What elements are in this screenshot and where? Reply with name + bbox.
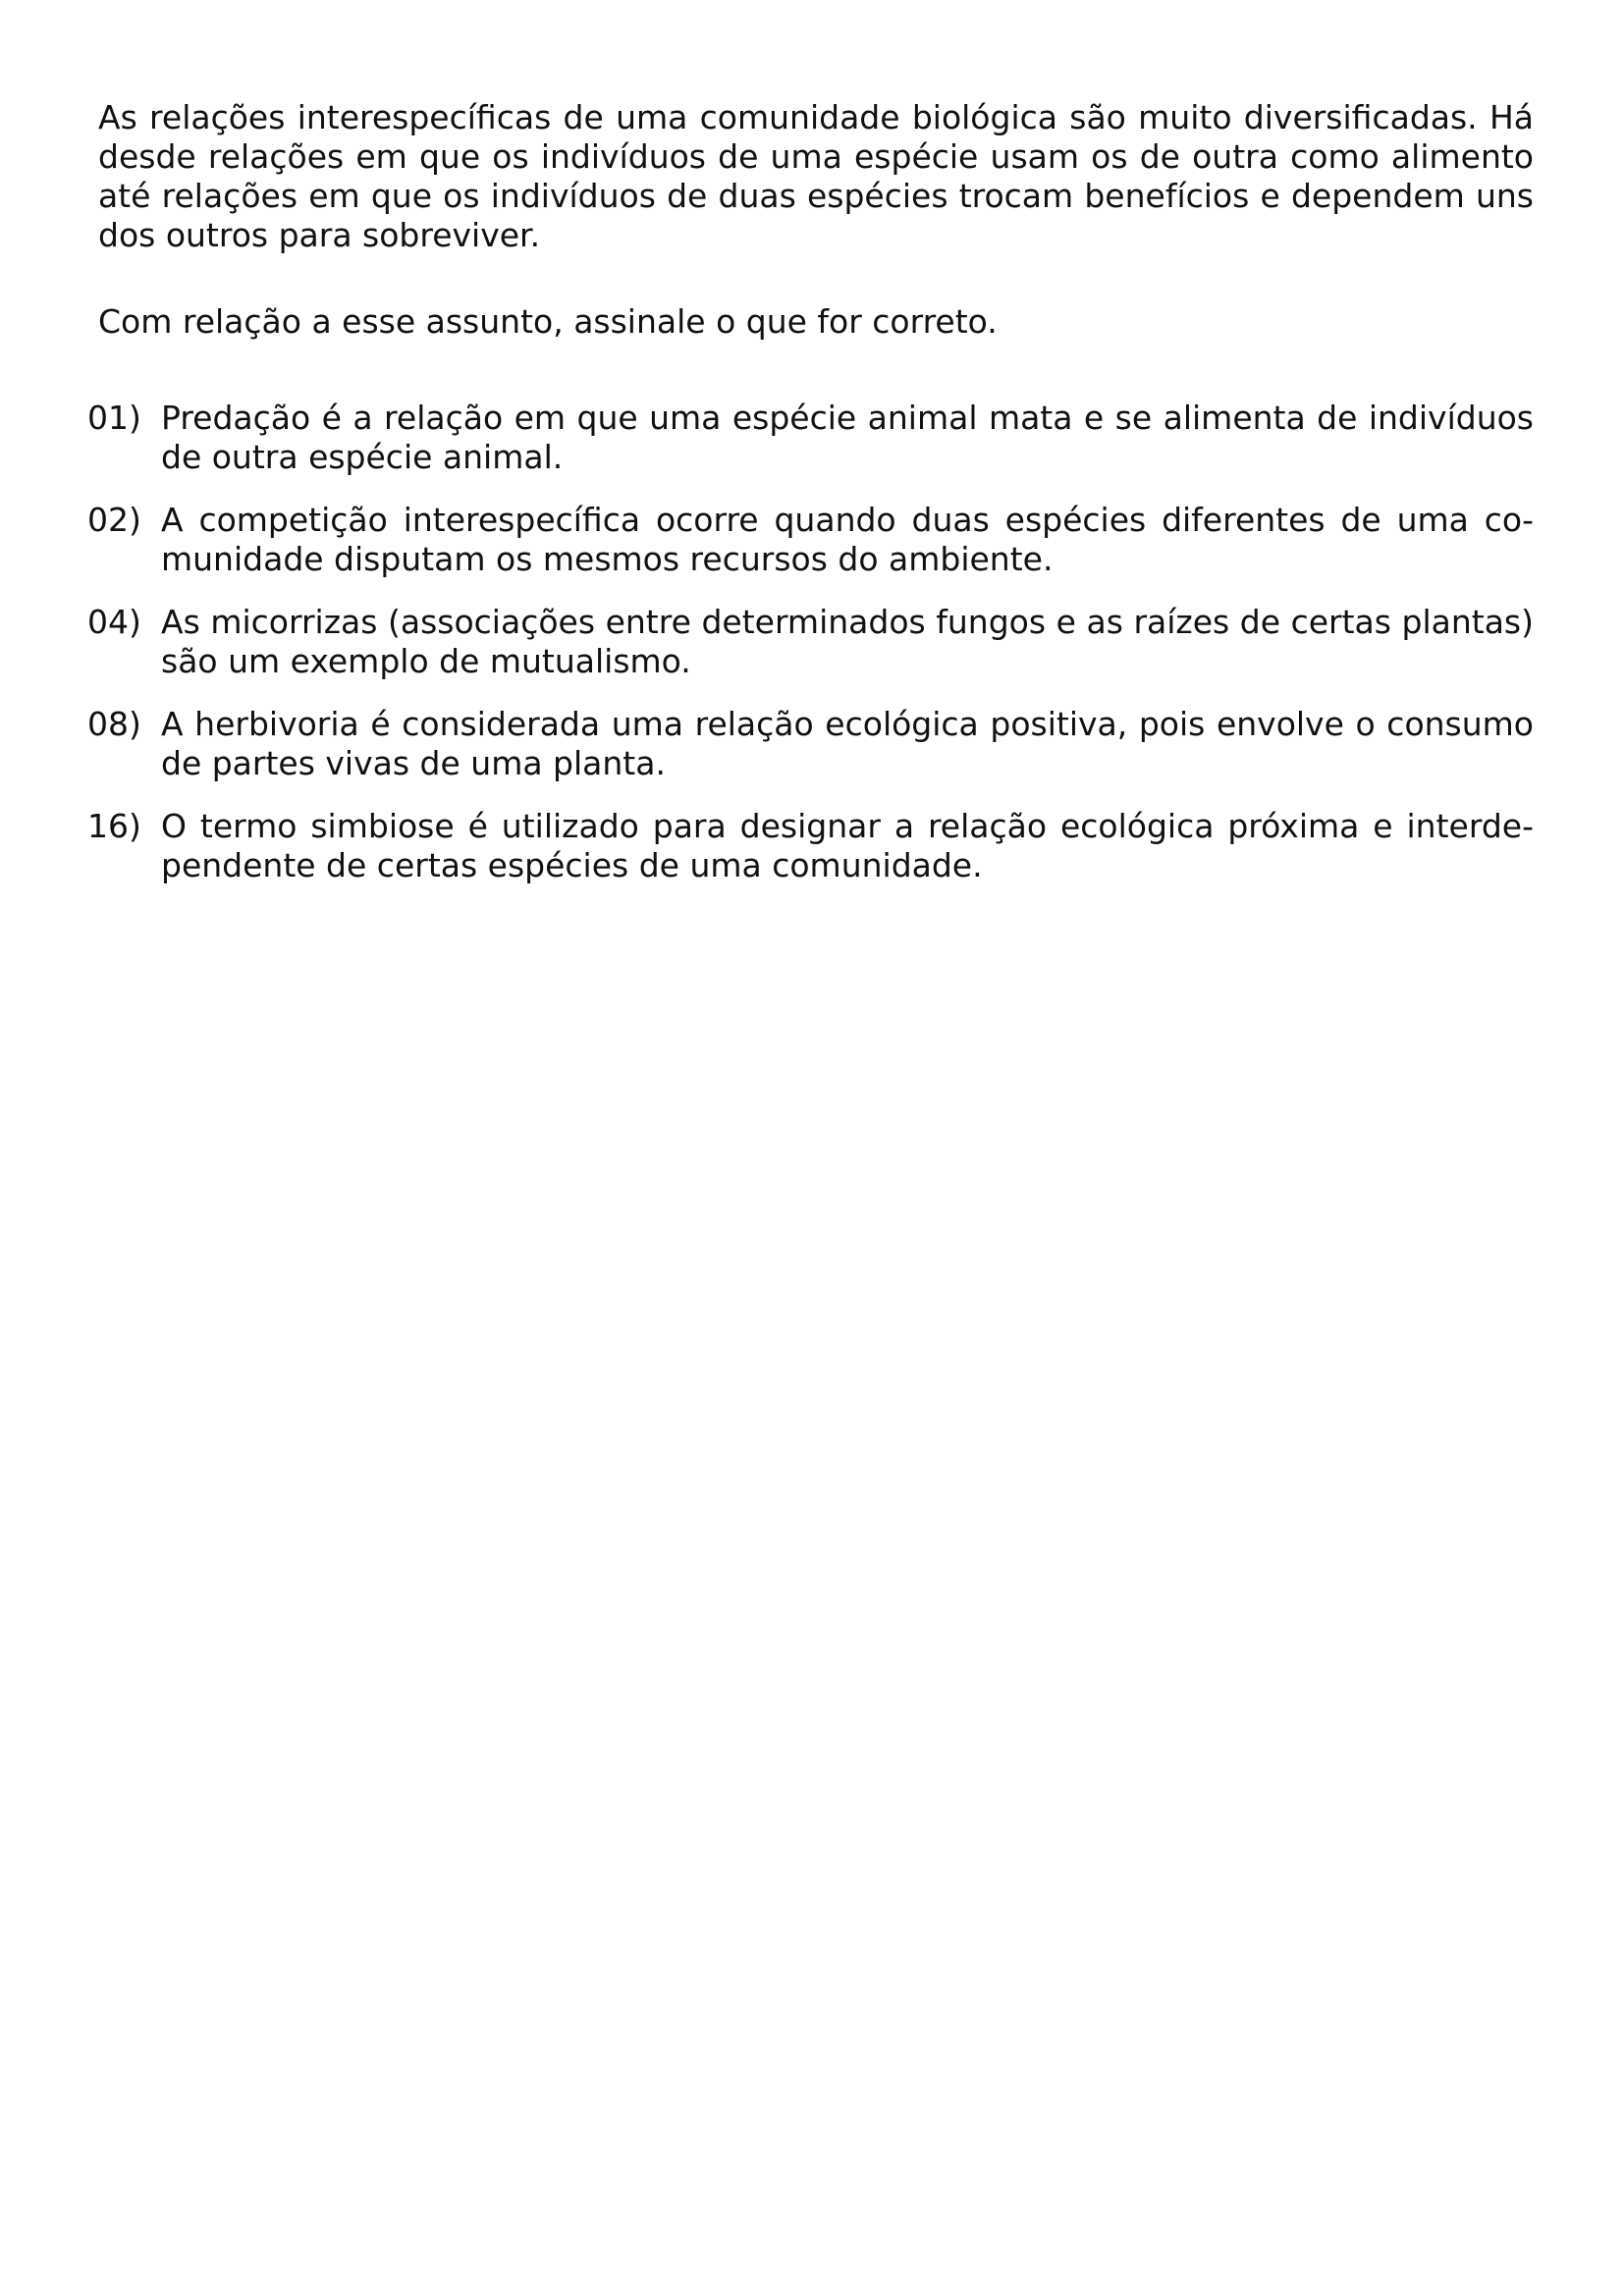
answer-option: [87, 501, 1534, 579]
question-intro: As relações interespecíficas de uma comunidade biológica são muito diversificadas. Há desde relações em que os indivíduos de uma espécie usam os de outra como alimento até relações em que os indivíduos de duas espécies trocam benefícios e dependem uns dos outros para sobreviver.: [98, 98, 1534, 254]
answer-options-list: [87, 399, 1534, 885]
answer-option: [87, 399, 1534, 477]
option-number: 04): [87, 603, 141, 641]
option-number: 02): [87, 501, 141, 539]
question-instruction: Com relação a esse assunto, assinale o que for correto.: [98, 302, 998, 341]
option-number: 01): [87, 399, 141, 437]
option-text: As micorrizas (associações entre determinados fungos e as raízes de certas plantas) são um exemplo de mutualismo.: [161, 603, 1534, 680]
answer-option: [87, 705, 1534, 783]
answer-option: [87, 603, 1534, 681]
question-page: [87, 98, 1534, 909]
option-text: A herbivoria é considerada uma relação ecológica positiva, pois envolve o consumo de partes vivas de uma planta.: [161, 705, 1534, 782]
option-number: 16): [87, 807, 141, 845]
option-text: O termo simbiose é utilizado para designar a relação ecológica próxima e interdependente de certas espécies de uma comunidade.: [161, 807, 1534, 884]
option-number: 08): [87, 705, 141, 743]
option-text: A competição interespecífica ocorre quando duas espécies diferentes de uma comunidade disputam os mesmos recursos do ambiente.: [161, 501, 1534, 578]
answer-option: [87, 807, 1534, 885]
option-text: Predação é a relação em que uma espécie animal mata e se alimenta de indivíduos de outra espécie animal.: [161, 399, 1534, 476]
